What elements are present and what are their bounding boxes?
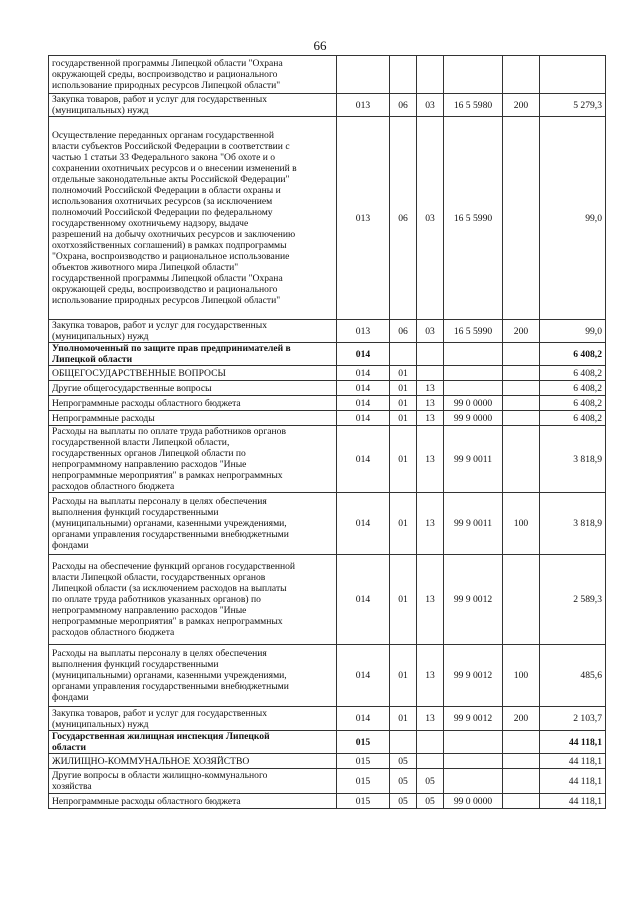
target-article-cell: 99 9 0011 — [444, 426, 503, 493]
item-name-cell — [49, 555, 337, 645]
target-article-cell: 16 5 5990 — [444, 320, 503, 343]
item-name-cell — [49, 493, 337, 555]
ministry-code-cell: 014 — [337, 426, 390, 493]
target-article-cell: 99 0 0000 — [444, 396, 503, 411]
amount-cell: 6 408,2 — [540, 366, 606, 381]
expense-type-cell: 200 — [503, 320, 540, 343]
ministry-code-cell: 014 — [337, 707, 390, 731]
item-name-line: использование природных ресурсов Липецкой области" — [52, 80, 281, 91]
item-name-cell — [49, 381, 337, 396]
table-row — [49, 94, 606, 117]
target-article-cell: 99 9 0012 — [444, 645, 503, 707]
ministry-code-cell: 014 — [337, 366, 390, 381]
item-name-line: охотхозяйственных соглашений) в рамках подпрограммы — [52, 240, 287, 251]
item-name-cell — [49, 645, 337, 707]
expense-type-cell: 100 — [503, 493, 540, 555]
expense-type-cell — [503, 396, 540, 411]
expense-type-cell — [503, 343, 540, 366]
ministry-code-cell: 015 — [337, 769, 390, 794]
item-name-cell — [49, 366, 337, 381]
expense-type-cell — [503, 381, 540, 396]
section-code-cell: 01 — [390, 381, 417, 396]
subsection-code-cell: 13 — [417, 493, 444, 555]
item-name-line: органами управления государственными внебюджетными — [52, 681, 289, 692]
expense-type-cell — [503, 754, 540, 769]
item-name-line: выполнения функций государственными — [52, 659, 219, 670]
target-article-cell: 99 9 0000 — [444, 411, 503, 426]
subsection-code-cell: 03 — [417, 117, 444, 320]
item-name-line: окружающей среды, воспроизводство и рационального — [52, 284, 278, 295]
item-name-line: области — [52, 742, 87, 753]
target-article-cell: 99 9 0011 — [444, 493, 503, 555]
subsection-code-cell: 13 — [417, 426, 444, 493]
item-name-line: непрограммному направлению расходов "Иные — [52, 605, 247, 616]
item-name-line: объектов животного мира Липецкой области" — [52, 262, 239, 273]
table-row — [49, 754, 606, 769]
item-name-line: отдельные законодательные акты Российской Федерации" — [52, 174, 290, 185]
item-name-line: расходов областного бюджета — [52, 627, 175, 638]
item-name-line: Уполномоченный по защите прав предпринимателей в — [52, 343, 291, 354]
item-name-line: Липецкой области — [52, 354, 133, 365]
amount-cell: 44 118,1 — [540, 794, 606, 809]
amount-cell — [540, 56, 606, 94]
item-name-line: государственной программы Липецкой области "Охрана — [52, 58, 283, 69]
item-name-line: власти Липецкой области, государственных органов — [52, 572, 266, 583]
section-code-cell: 06 — [390, 117, 417, 320]
ministry-code-cell: 015 — [337, 754, 390, 769]
target-article-cell — [444, 381, 503, 396]
section-code-cell: 01 — [390, 426, 417, 493]
item-name-line: государственной программы Липецкой области "Охрана — [52, 273, 283, 284]
ministry-code-cell: 013 — [337, 320, 390, 343]
subsection-code-cell — [417, 56, 444, 94]
item-name-cell — [49, 769, 337, 794]
item-name-line: (муниципальных) нужд — [52, 718, 149, 730]
amount-cell: 44 118,1 — [540, 754, 606, 769]
section-code-cell: 06 — [390, 94, 417, 117]
item-name-line: "Охрана, воспроизводство и рациональное использование — [52, 251, 290, 262]
subsection-code-cell: 03 — [417, 320, 444, 343]
budget-table — [48, 55, 606, 809]
item-name-line: расходов областного бюджета — [52, 481, 175, 492]
table-row — [49, 381, 606, 396]
item-name-line: фондами — [52, 692, 89, 703]
item-name-line: фондами — [52, 540, 89, 551]
amount-cell: 99,0 — [540, 320, 606, 343]
item-name-cell — [49, 117, 337, 320]
section-code-cell: 01 — [390, 707, 417, 731]
item-name-line: власти субъектов Российской Федерации в соответствии с — [52, 141, 290, 152]
section-code-cell: 01 — [390, 366, 417, 381]
expense-type-cell — [503, 56, 540, 94]
item-name-line: полномочий Российской Федерации по федеральному — [52, 207, 273, 218]
item-name-line: Закупка товаров, работ и услуг для государственных — [52, 320, 268, 331]
item-name-line: Закупка товаров, работ и услуг для государственных — [52, 707, 268, 719]
subsection-code-cell: 13 — [417, 411, 444, 426]
expense-type-cell — [503, 411, 540, 426]
item-name-line: Другие общегосударственные вопросы — [52, 382, 212, 394]
item-name-line: Липецкой области (за исключением расходов на выплаты — [52, 583, 287, 594]
section-code-cell: 01 — [390, 411, 417, 426]
table-row — [49, 645, 606, 707]
expense-type-cell: 200 — [503, 707, 540, 731]
target-article-cell: 99 0 0000 — [444, 794, 503, 809]
target-article-cell — [444, 769, 503, 794]
table-row — [49, 343, 606, 366]
item-name-line: частью 1 статьи 33 Федерального закона "Об охоте и о — [52, 152, 276, 163]
amount-cell: 2 103,7 — [540, 707, 606, 731]
ministry-code-cell: 014 — [337, 381, 390, 396]
item-name-cell — [49, 731, 337, 754]
item-name-cell — [49, 343, 337, 366]
item-name-line: Непрограммные расходы областного бюджета — [52, 795, 241, 807]
amount-cell: 5 279,3 — [540, 94, 606, 117]
target-article-cell — [444, 56, 503, 94]
target-article-cell — [444, 754, 503, 769]
item-name-line: органами управления государственными внебюджетными — [52, 529, 289, 540]
subsection-code-cell — [417, 343, 444, 366]
amount-cell: 3 818,9 — [540, 426, 606, 493]
item-name-line: Расходы на выплаты персоналу в целях обеспечения — [52, 496, 267, 507]
item-name-cell — [49, 426, 337, 493]
item-name-line: ЖИЛИЩНО-КОММУНАЛЬНОЕ ХОЗЯЙСТВО — [52, 755, 250, 767]
target-article-cell — [444, 366, 503, 381]
item-name-line: хозяйства — [52, 781, 92, 792]
item-name-line: Расходы на обеспечение функций органов государственной — [52, 561, 296, 572]
ministry-code-cell: 014 — [337, 411, 390, 426]
item-name-cell — [49, 411, 337, 426]
subsection-code-cell — [417, 731, 444, 754]
table-row — [49, 707, 606, 731]
section-code-cell: 01 — [390, 555, 417, 645]
ministry-code-cell: 014 — [337, 645, 390, 707]
target-article-cell: 16 5 5990 — [444, 117, 503, 320]
expense-type-cell — [503, 366, 540, 381]
item-name-cell — [49, 754, 337, 769]
item-name-cell — [49, 320, 337, 343]
item-name-line: Государственная жилищная инспекция Липецкой — [52, 731, 270, 742]
ministry-code-cell: 014 — [337, 493, 390, 555]
item-name-line: Осуществление переданных органам государственной — [52, 130, 274, 141]
item-name-cell — [49, 56, 337, 94]
expense-type-cell — [503, 731, 540, 754]
item-name-line: Расходы на выплаты по оплате труда работников органов — [52, 426, 286, 437]
item-name-cell — [49, 707, 337, 731]
subsection-code-cell — [417, 754, 444, 769]
table-row — [49, 794, 606, 809]
subsection-code-cell: 13 — [417, 396, 444, 411]
budget-table-body — [49, 56, 606, 809]
amount-cell: 3 818,9 — [540, 493, 606, 555]
section-code-cell: 05 — [390, 794, 417, 809]
section-code-cell: 01 — [390, 396, 417, 411]
ministry-code-cell: 014 — [337, 396, 390, 411]
table-row — [49, 493, 606, 555]
expense-type-cell — [503, 769, 540, 794]
item-name-line: государственной власти Липецкой области, — [52, 437, 230, 448]
amount-cell: 6 408,2 — [540, 396, 606, 411]
item-name-line: использования охотничьих ресурсов (за исключением — [52, 196, 273, 207]
ministry-code-cell: 014 — [337, 555, 390, 645]
item-name-line: по оплате труда работников указанных органов) по — [52, 594, 261, 605]
amount-cell: 99,0 — [540, 117, 606, 320]
expense-type-cell: 100 — [503, 645, 540, 707]
table-row — [49, 411, 606, 426]
section-code-cell: 01 — [390, 493, 417, 555]
item-name-line: (муниципальными) органами, казенными учреждениями, — [52, 670, 287, 681]
item-name-line: непрограммные мероприятия" в рамках непрограммных — [52, 616, 283, 627]
item-name-line: выполнения функций государственными — [52, 507, 219, 518]
item-name-cell — [49, 94, 337, 117]
item-name-line: Непрограммные расходы — [52, 412, 155, 424]
expense-type-cell — [503, 555, 540, 645]
subsection-code-cell: 03 — [417, 94, 444, 117]
expense-type-cell: 200 — [503, 94, 540, 117]
target-article-cell: 99 9 0012 — [444, 707, 503, 731]
table-row — [49, 117, 606, 320]
table-row — [49, 769, 606, 794]
item-name-line: (муниципальных) нужд — [52, 331, 149, 342]
table-row — [49, 320, 606, 343]
target-article-cell — [444, 731, 503, 754]
subsection-code-cell: 05 — [417, 794, 444, 809]
item-name-line: окружающей среды, воспроизводство и рационального — [52, 69, 278, 80]
section-code-cell: 05 — [390, 754, 417, 769]
item-name-line: (муниципальных) нужд — [52, 105, 149, 116]
item-name-cell — [49, 794, 337, 809]
target-article-cell: 99 9 0012 — [444, 555, 503, 645]
expense-type-cell — [503, 794, 540, 809]
item-name-line: государственных органов Липецкой области по — [52, 448, 246, 459]
table-row — [49, 366, 606, 381]
amount-cell: 485,6 — [540, 645, 606, 707]
amount-cell: 44 118,1 — [540, 731, 606, 754]
target-article-cell — [444, 343, 503, 366]
expense-type-cell — [503, 117, 540, 320]
item-name-line: Другие вопросы в области жилищно-коммунального — [52, 770, 268, 781]
item-name-line: (муниципальными) органами, казенными учреждениями, — [52, 518, 287, 529]
page-number: 66 — [313, 38, 327, 53]
item-name-line: разрешений на добычу охотничьих ресурсов и заключению — [52, 229, 296, 240]
item-name-line: непрограммные мероприятия" в рамках непрограммных — [52, 470, 283, 481]
subsection-code-cell: 13 — [417, 555, 444, 645]
section-code-cell: 06 — [390, 320, 417, 343]
subsection-code-cell: 13 — [417, 707, 444, 731]
ministry-code-cell: 013 — [337, 117, 390, 320]
table-row — [49, 731, 606, 754]
item-name-cell — [49, 396, 337, 411]
section-code-cell — [390, 56, 417, 94]
item-name-line: сохранении охотничьих ресурсов и о внесении изменений в — [52, 163, 297, 174]
ministry-code-cell: 013 — [337, 94, 390, 117]
amount-cell: 6 408,2 — [540, 343, 606, 366]
amount-cell: 44 118,1 — [540, 769, 606, 794]
item-name-line: Расходы на выплаты персоналу в целях обеспечения — [52, 648, 267, 659]
table-row — [49, 56, 606, 94]
subsection-code-cell: 13 — [417, 645, 444, 707]
section-code-cell: 01 — [390, 645, 417, 707]
subsection-code-cell: 13 — [417, 381, 444, 396]
item-name-line: ОБЩЕГОСУДАРСТВЕННЫЕ ВОПРОСЫ — [52, 367, 226, 379]
item-name-line: государственному охотничьему надзору, выдаче — [52, 218, 249, 229]
section-code-cell — [390, 343, 417, 366]
ministry-code-cell — [337, 56, 390, 94]
subsection-code-cell: 05 — [417, 769, 444, 794]
subsection-code-cell — [417, 366, 444, 381]
ministry-code-cell: 015 — [337, 794, 390, 809]
section-code-cell — [390, 731, 417, 754]
amount-cell: 2 589,3 — [540, 555, 606, 645]
item-name-line: Закупка товаров, работ и услуг для государственных — [52, 94, 268, 105]
amount-cell: 6 408,2 — [540, 381, 606, 396]
item-name-line: использование природных ресурсов Липецкой области" — [52, 295, 281, 306]
ministry-code-cell: 014 — [337, 343, 390, 366]
item-name-line: Непрограммные расходы областного бюджета — [52, 397, 241, 409]
item-name-line: полномочий Российской Федерации в области охраны и — [52, 185, 281, 196]
item-name-line: непрограммному направлению расходов "Иные — [52, 459, 247, 470]
section-code-cell: 05 — [390, 769, 417, 794]
ministry-code-cell: 015 — [337, 731, 390, 754]
table-row — [49, 426, 606, 493]
amount-cell: 6 408,2 — [540, 411, 606, 426]
expense-type-cell — [503, 426, 540, 493]
target-article-cell: 16 5 5980 — [444, 94, 503, 117]
table-row — [49, 396, 606, 411]
table-row — [49, 555, 606, 645]
